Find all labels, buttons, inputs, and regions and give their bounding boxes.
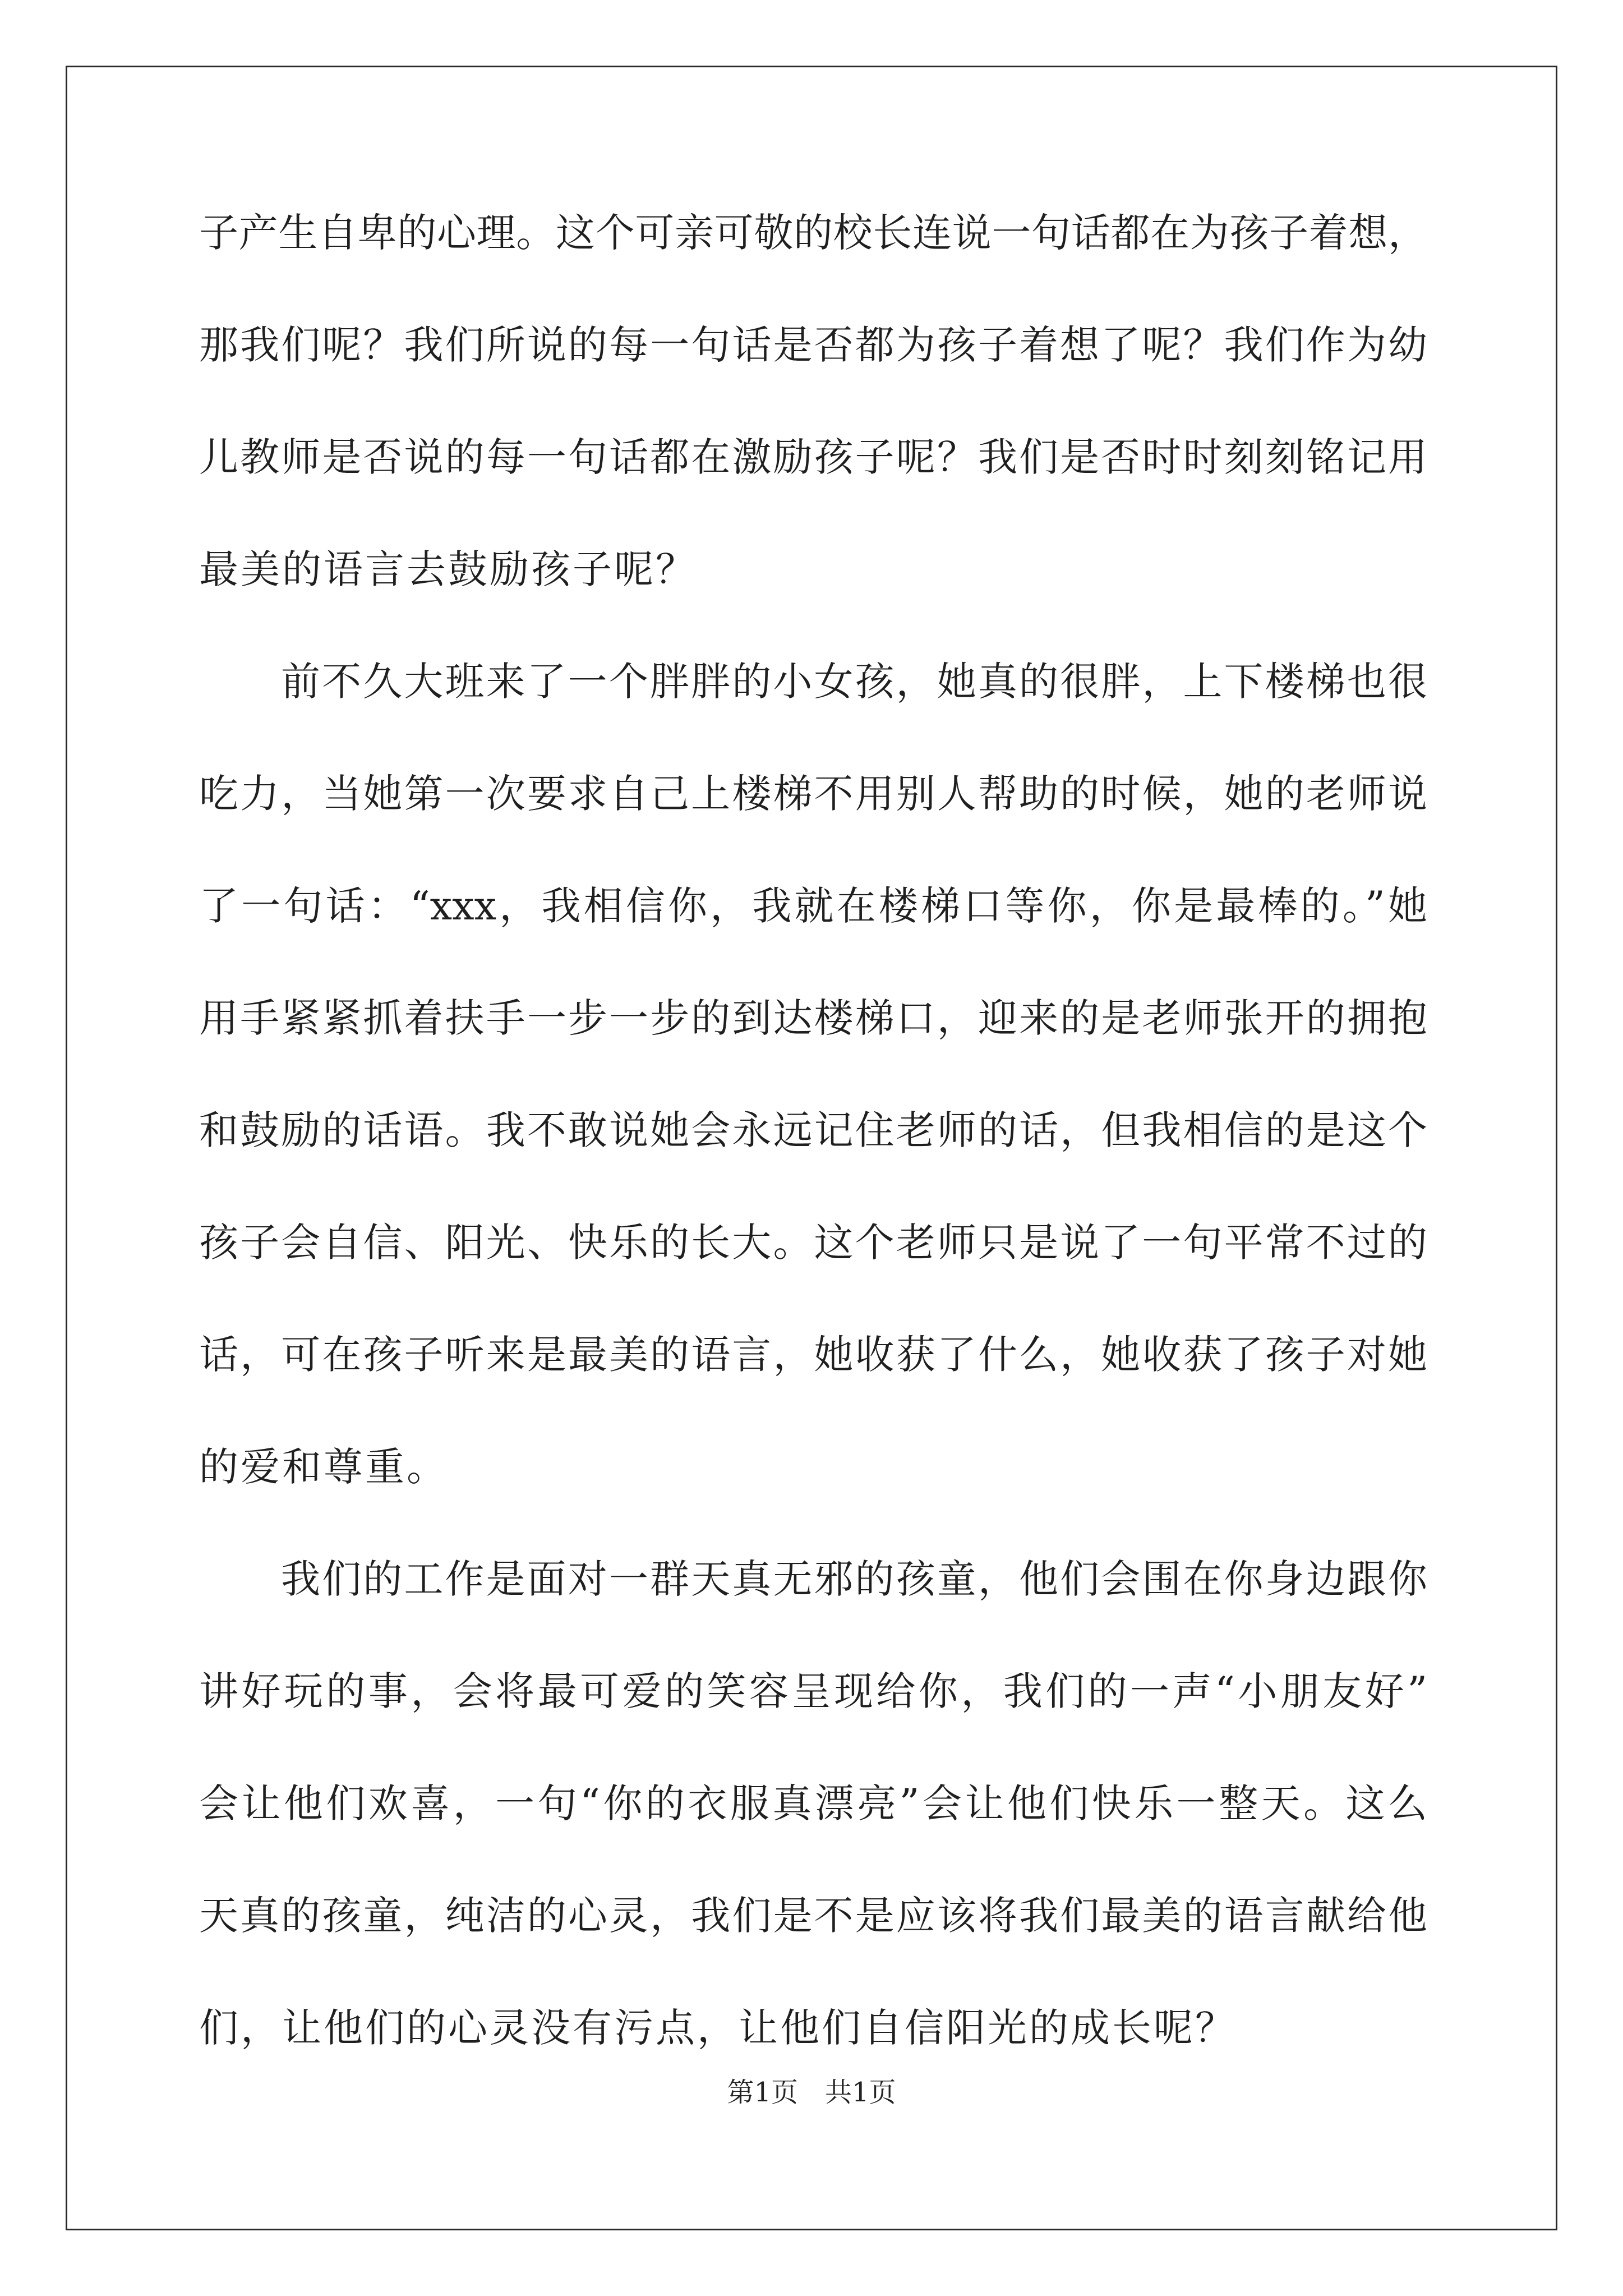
text-line: 儿教师是否说的每一句话都在激励孩子呢？我们是否时时刻刻铭记用 xyxy=(199,434,1427,480)
text-line: 孩子会自信、阳光、快乐的长大。这个老师只是说了一句平常不过的 xyxy=(199,1220,1427,1266)
text-line: 话，可在孩子听来是最美的语言，她收获了什么，她收获了孩子对她 xyxy=(199,1332,1427,1378)
text-line: 会让他们欢喜，一句“你的衣服真漂亮”会让他们快乐一整天。这么 xyxy=(199,1780,1427,1826)
text-line: 天真的孩童，纯洁的心灵，我们是不是应该将我们最美的语言献给他 xyxy=(199,1893,1427,1939)
text-line: 了一句话：“xxx，我相信你，我就在楼梯口等你，你是最棒的。”她 xyxy=(199,883,1427,929)
paragraph-first-line: 我们的工作是面对一群天真无邪的孩童，他们会围在你身边跟你 xyxy=(281,1556,1427,1602)
text-line: 的爱和尊重。 xyxy=(199,1444,448,1490)
page-total: 共1页 xyxy=(825,2077,896,2108)
text-line: 子产生自卑的心理。这个可亲可敬的校长连说一句话都在为孩子着想， xyxy=(199,210,1427,256)
text-line: 最美的语言去鼓励孩子呢？ xyxy=(199,546,697,592)
page-footer xyxy=(0,2076,1623,2109)
text-line: 和鼓励的话语。我不敢说她会永远记住老师的话，但我相信的是这个 xyxy=(199,1107,1427,1153)
text-line: 用手紧紧抓着扶手一步一步的到达楼梯口，迎来的是老师张开的拥抱 xyxy=(199,995,1427,1041)
text-line: 们，让他们的心灵没有污点，让他们自信阳光的成长呢？ xyxy=(199,2005,1237,2051)
page-number: 第1页 xyxy=(727,2077,798,2108)
text-line: 讲好玩的事，会将最可爱的笑容呈现给你，我们的一声“小朋友好” xyxy=(199,1668,1427,1714)
text-line: 吃力，当她第一次要求自己上楼梯不用别人帮助的时候，她的老师说 xyxy=(199,771,1427,817)
paragraph-first-line: 前不久大班来了一个胖胖的小女孩，她真的很胖，上下楼梯也很 xyxy=(281,659,1427,705)
text-line: 那我们呢？我们所说的每一句话是否都为孩子着想了呢？我们作为幼 xyxy=(199,322,1427,368)
